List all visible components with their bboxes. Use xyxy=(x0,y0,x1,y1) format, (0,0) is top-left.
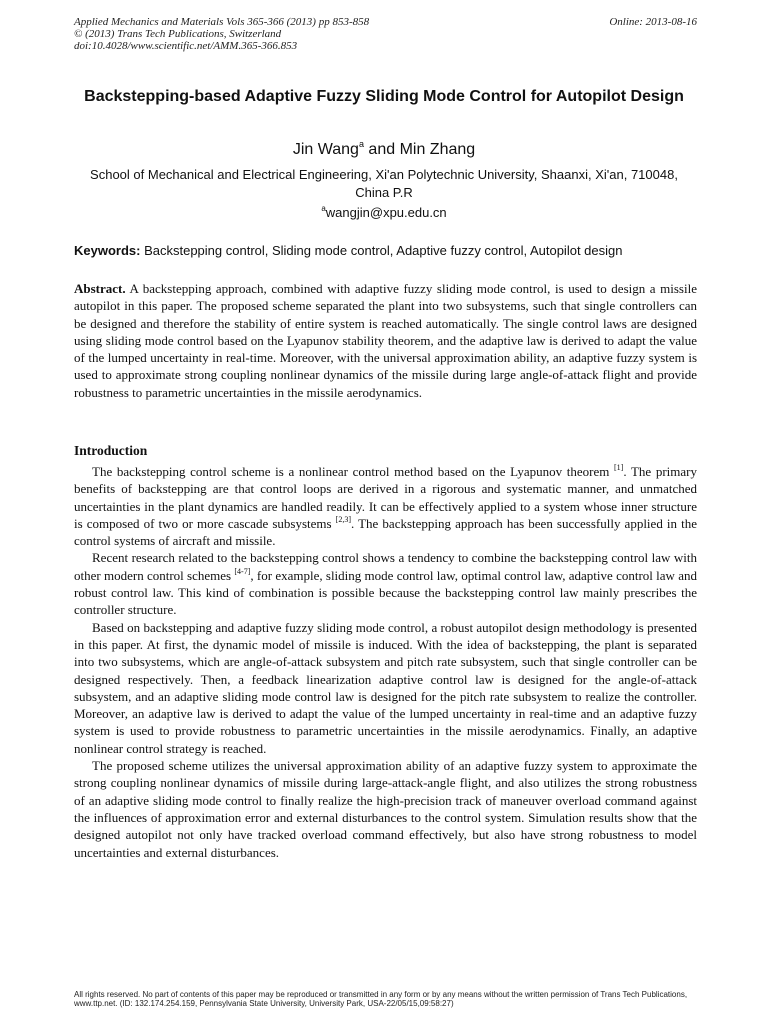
introduction-body xyxy=(74,463,697,861)
paragraph-2 xyxy=(74,549,697,618)
paragraph-1 xyxy=(74,463,697,549)
citation-4-7[interactable]: [4-7] xyxy=(234,566,251,576)
paragraph-4: The proposed scheme utilizes the universal approximation ability of an adaptive fuzzy system to approximate the strong coupling nonlinear dynamics of missile during large-attack-angle flight, and also utilizes the strong robustness of an adaptive sliding mode control to finally realize the high-precision track of maneuver overload command against the influences of approximation error and external disturbances to the control system. Simulation results show that the designed autopilot not only have tracked overload command effectively, but also have strong robustness to model uncertainties and external disturbances. xyxy=(74,758,697,860)
rights-footer: All rights reserved. No part of contents of this paper may be reproduced or transmitted in any form or by any means without the written permission of Trans Tech Publications, www.ttp.net. (ID: 132.174.254.159, Pennsylvania State University, University Park, USA-22/05/15,09:58:27) xyxy=(74,990,688,1008)
paragraph-3: Based on backstepping and adaptive fuzzy sliding mode control, a robust autopilot design methodology is presented in this paper. At first, the dynamic model of missile is induced. With the idea of backstepping, the plant is separated into two subsystems, which are angle-of-attack subsystem and pitch rate subsystem, such that single controller can be designed respectively. Then, a feedback linearization adaptive control law is designed for the angle-of-attack subsystem, and an adaptive sliding mode control law is designed for the pitch rate subsystem to realize the controller. Moreover, an adaptive law is derived to adapt the value of the lumped uncertainty in real-time and an adaptive fuzzy system is used to provide robustness to parametric uncertainties in the missile aerodynamics. Finally, an adaptive nonlinear control strategy is reached. xyxy=(74,619,697,756)
author-1-affil-mark: a xyxy=(358,139,364,149)
online-date: Online: 2013-08-16 xyxy=(609,16,697,28)
journal-header xyxy=(74,16,697,52)
citation-1[interactable]: [1] xyxy=(614,463,624,472)
paragraph-1-text-b: . The primary benefits of backstepping are that control loops are derived in a rigorous and systematic manner, and unmatched uncertainties in the plant dynamics are handled readily. It can be effectively applied to a system whose inner structure is composed of two or more cascade subsystems xyxy=(74,464,697,531)
paper-title: Backstepping-based Adaptive Fuzzy Sliding Mode Control for Autopilot Design xyxy=(84,88,684,105)
section-heading-introduction: Introduction xyxy=(74,443,148,458)
paragraph-2-text-a: Recent research related to the backstepping control shows a tendency to combine the backstepping control law with other modern control schemes xyxy=(74,550,697,583)
paragraph-1-text-a: The backstepping control scheme is a nonlinear control method based on the Lyapunov theorem xyxy=(92,464,614,479)
author-line xyxy=(60,140,708,160)
keywords-text: Backstepping control, Sliding mode control, Adaptive fuzzy control, Autopilot design xyxy=(140,243,623,258)
author-2: Min Zhang xyxy=(399,141,476,158)
journal-citation: Applied Mechanics and Materials Vols 365-366 (2013) pp 853-858 xyxy=(74,16,370,28)
affiliation: School of Mechanical and Electrical Engineering, Xi'an Polytechnic University, Shaanxi, Xi'an, 710048, China P.R xyxy=(90,167,678,200)
email-line xyxy=(60,204,708,222)
keywords-label: Keywords: xyxy=(74,243,141,258)
email-address[interactable]: wangjin@xpu.edu.cn xyxy=(325,205,447,220)
author-1: Jin Wang xyxy=(292,141,359,158)
email-affil-mark: a xyxy=(321,204,326,213)
abstract xyxy=(74,280,697,401)
citation-2-3[interactable]: [2,3] xyxy=(335,514,351,524)
keywords xyxy=(74,242,697,260)
abstract-text: A backstepping approach, combined with adaptive fuzzy sliding mode control, is used to design a missile autopilot in this paper. The proposed scheme separated the plant into two subsystems, such that single controllers can be designed and therefore the stability of entire system is reached automatically. The single control laws are designed using sliding mode control based on the Lyapunov stability theorem, and the adaptive law is derived to adapt the value of the lumped uncertainty in real-time. Moreover, with the universal approximation ability, an adaptive fuzzy system is used to approximate strong coupling nonlinear dynamics of the missile during large angle-of-attack flight and provide robustness to parametric uncertainties in the missile aerodynamics. xyxy=(74,281,697,400)
doi-line: doi:10.4028/www.scientific.net/AMM.365-366.853 xyxy=(74,40,298,52)
paragraph-1-text-c: . The backstepping approach has been successfully applied in the control systems of aircraft and missile. xyxy=(74,515,698,549)
author-separator: and xyxy=(363,141,400,158)
paragraph-2-text-b: , for example, sliding mode control law, optimal control law, adaptive control law and robust control law. This kind of combination is possible because the backstepping control law mainly prescribes the controller structure. xyxy=(74,567,697,618)
copyright-line: © (2013) Trans Tech Publications, Switzerland xyxy=(74,28,282,40)
abstract-label: Abstract. xyxy=(74,281,126,296)
